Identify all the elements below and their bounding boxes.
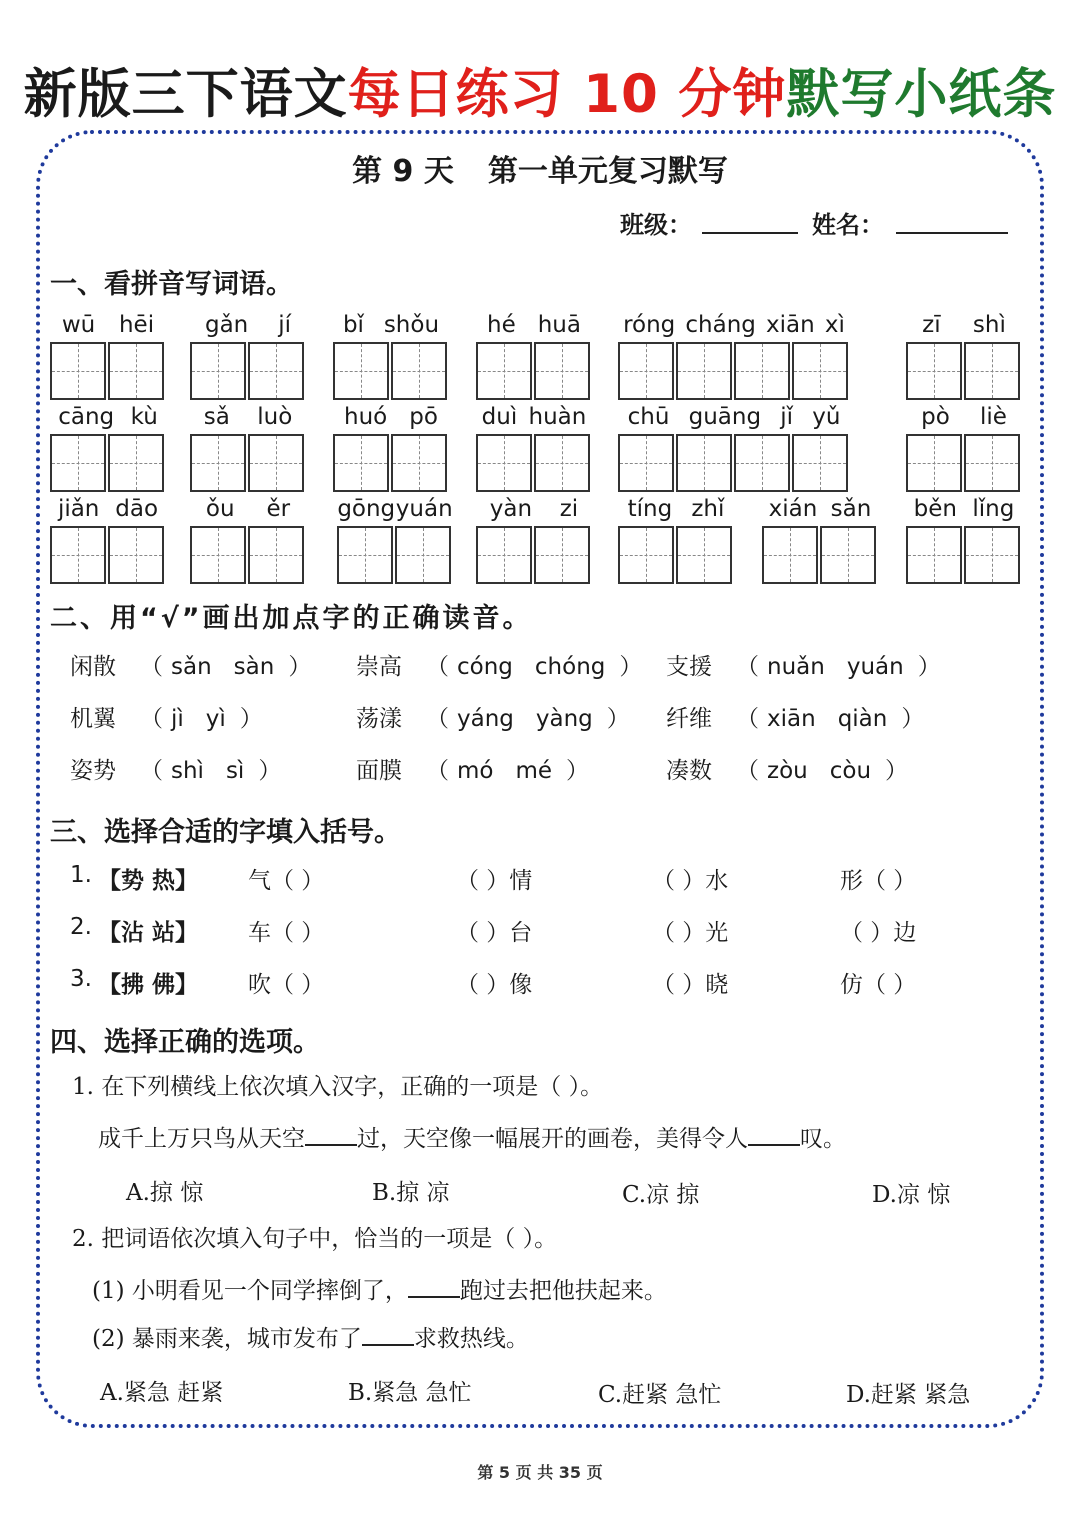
pinyin-label [906,404,1022,430]
writing-box-group [190,526,304,584]
pinyin-word-item [906,404,1022,494]
fill-blank-cell[interactable]: （ ）光 [652,920,729,946]
pinyin-syllable: huā [537,312,581,338]
pinyin-word-item [618,404,850,494]
reading-option[interactable]: zòu [767,758,808,784]
pinyin-label [50,312,166,338]
pinyin-syllable: lǐng [972,496,1015,522]
pinyin-syllable: tíng [627,496,673,522]
pinyin-label [333,404,449,430]
class-label: 班级： [620,211,692,239]
reading-item [356,752,589,785]
pinyin-syllable: huó [344,404,388,430]
reading-word: 凑数 [666,758,712,784]
reading-option[interactable]: chóng [534,654,606,680]
pinyin-word-item [476,312,592,402]
writing-box-group [190,342,304,400]
banner-title-part-2: 每日练习 10 分钟 [347,64,787,125]
reading-option[interactable]: yàng [535,706,593,732]
q1-blank-1[interactable] [305,1126,357,1146]
reading-item [70,752,281,785]
q2-choice-a[interactable]: A.紧急 赶紧 [100,1380,224,1406]
writing-box[interactable] [248,342,304,400]
fill-blank-cell[interactable]: 车（ ） [248,920,325,946]
pinyin-syllable: yuán [395,496,453,522]
pinyin-syllable: guāng [688,404,762,430]
pinyin-syllable: xì [824,312,845,338]
pinyin-word-item [50,404,166,494]
pinyin-label [190,496,306,522]
writing-box[interactable] [108,342,164,400]
pinyin-label [906,496,1022,522]
section-1-title: 一、看拼音写词语。 [50,269,293,300]
writing-box[interactable] [248,526,304,584]
fill-row-number: 3. [70,966,92,992]
pinyin-syllable: zī [922,312,941,338]
pinyin-syllable: gǎn [204,312,249,338]
reading-item [70,648,311,681]
name-blank[interactable] [896,232,1008,234]
writing-box[interactable] [676,526,732,584]
pinyin-syllable: yǔ [812,404,841,430]
reading-option[interactable]: nuǎn [767,654,825,680]
writing-box[interactable] [248,434,304,492]
pinyin-word-item [190,496,306,586]
reading-option[interactable]: còu [829,758,872,784]
writing-box-group [906,434,1020,492]
writing-box[interactable] [534,526,590,584]
fill-blank-cell[interactable]: （ ）台 [456,920,533,946]
pinyin-syllable: kù [130,404,158,430]
pinyin-syllable: zhǐ [691,496,725,522]
pinyin-syllable: chū [627,404,670,430]
writing-box[interactable] [476,342,532,400]
reading-option[interactable]: sǎn [171,654,212,680]
writing-box[interactable] [333,342,389,400]
reading-word: 崇高 [356,654,402,680]
writing-box[interactable] [391,342,447,400]
writing-box[interactable] [734,434,790,492]
pinyin-syllable: gōng [337,496,396,522]
fill-blank-cell[interactable]: （ ）晓 [652,972,729,998]
reading-item [356,700,630,733]
pinyin-word-item [190,312,306,402]
writing-box-group [906,342,1020,400]
pinyin-label [333,312,449,338]
writing-box-group [906,526,1020,584]
fill-blank-cell[interactable]: 气（ ） [248,868,325,894]
writing-box[interactable] [190,526,246,584]
fill-blank-cell[interactable]: 仿（ ） [840,972,917,998]
q2-blank-2[interactable] [362,1326,414,1346]
writing-box-group [618,342,848,400]
reading-option[interactable]: cóng [457,654,513,680]
question-2-stem: 2. 把词语依次填入句子中，恰当的一项是（ ）。 [72,1226,558,1252]
reading-word: 闲散 [70,654,116,680]
writing-box-group [476,526,590,584]
pinyin-syllable: pò [921,404,950,430]
reading-option[interactable]: yì [205,706,226,732]
pinyin-syllable: wū [61,312,96,338]
writing-box-group [476,434,590,492]
pinyin-syllable: běn [913,496,957,522]
reading-word: 机翼 [70,706,116,732]
pinyin-syllable: xiān [766,312,815,338]
writing-box[interactable] [108,434,164,492]
pinyin-syllable: cháng [685,312,756,338]
writing-box[interactable] [820,526,876,584]
writing-box[interactable] [618,526,674,584]
reading-option[interactable]: mé [515,758,553,784]
pinyin-word-item [762,496,878,586]
writing-box[interactable] [734,342,790,400]
name-label: 姓名： [812,211,884,239]
q2-s1-part-a: (1) 小明看见一个同学摔倒了， [92,1278,408,1304]
reading-options: （ mó mé ） [426,758,590,784]
day-title [0,146,1080,190]
reading-option[interactable]: qiàn [837,706,888,732]
writing-box[interactable] [391,434,447,492]
writing-box[interactable] [190,342,246,400]
q2-s1-part-b: 跑过去把他扶起来。 [459,1278,667,1304]
writing-box-group [618,434,848,492]
pinyin-label [476,496,592,522]
writing-box[interactable] [906,526,962,584]
section-3-title: 三、选择合适的字填入括号。 [50,817,401,848]
writing-box[interactable] [906,434,962,492]
reading-word: 纤维 [666,706,712,732]
q1-choice-d[interactable]: D.凉 惊 [872,1182,951,1208]
question-1-sentence [98,1120,846,1153]
writing-box[interactable] [333,434,389,492]
q2-s2-part-b: 求救热线。 [413,1326,529,1352]
writing-box[interactable] [50,526,106,584]
character-pair: 【沾 站】 [98,919,199,946]
q1-sentence-part-b: 过，天空像一幅展开的画卷，美得令人 [357,1126,748,1152]
pinyin-word-item [476,404,592,494]
writing-box[interactable] [50,342,106,400]
pinyin-syllable: bǐ [342,312,364,338]
pinyin-syllable: jiǎn [57,496,100,522]
pinyin-syllable: jǐ [780,404,794,430]
q2-s2-part-a: (2) 暴雨来袭，城市发布了 [92,1326,362,1352]
worksheet-banner-title [0,52,1080,128]
writing-box-group [50,342,164,400]
writing-box[interactable] [792,434,848,492]
fill-blank-cell[interactable]: 形（ ） [840,868,917,894]
reading-item [356,648,642,681]
writing-box[interactable] [534,342,590,400]
writing-box-group [337,526,451,584]
writing-box[interactable] [395,526,451,584]
reading-word: 荡漾 [356,706,402,732]
fill-row [70,966,1030,1000]
question-2-sentence-1 [92,1272,667,1305]
pinyin-word-item [190,404,306,494]
pinyin-label [618,404,850,430]
q1-sentence-part-c: 叹。 [800,1126,846,1152]
pinyin-word-item [337,496,453,586]
writing-box[interactable] [762,526,818,584]
pinyin-syllable: luò [257,404,293,430]
pinyin-syllable: xián [768,496,818,522]
fill-row [70,862,1030,896]
pinyin-syllable: liè [979,404,1007,430]
reading-item [70,700,263,733]
writing-box[interactable] [476,526,532,584]
banner-title-part-3: 默写小纸条 [786,64,1057,125]
fill-blank-cell[interactable]: （ ）边 [840,920,917,946]
writing-box[interactable] [190,434,246,492]
reading-option[interactable]: mó [457,758,494,784]
q1-choice-a[interactable]: A.掠 惊 [126,1180,204,1206]
q1-choice-c[interactable]: C.凉 掠 [622,1182,700,1208]
pinyin-syllable: sǎ [203,404,230,430]
pinyin-word-item [618,312,850,402]
writing-box[interactable] [676,342,732,400]
pinyin-label [50,404,166,430]
pinyin-label [190,312,306,338]
pinyin-word-item [333,312,449,402]
section-4-title: 四、选择正确的选项。 [50,1027,320,1058]
reading-options: （ xiān qiàn ） [736,706,925,732]
writing-box[interactable] [676,434,732,492]
character-pair: 【势 热】 [98,867,199,894]
pinyin-syllable: ěr [266,496,291,522]
reading-word: 面膜 [356,758,402,784]
writing-box[interactable] [906,342,962,400]
pinyin-word-item [906,312,1022,402]
page-number: 第 5 页 共 35 页 [477,1463,603,1482]
reading-options: （ cóng chóng ） [426,654,643,680]
pinyin-syllable: sǎn [830,496,872,522]
pinyin-syllable: cāng [58,404,115,430]
pinyin-word-item [50,312,166,402]
writing-box-group [50,526,164,584]
reading-option[interactable]: jì [171,706,184,732]
q1-choice-b[interactable]: B.掠 凉 [372,1180,450,1206]
reading-word: 姿势 [70,758,116,784]
writing-box-group [333,342,447,400]
reading-option[interactable]: yuán [846,654,904,680]
pinyin-syllable: shì [972,312,1006,338]
writing-box[interactable] [534,434,590,492]
unit-title: 第一单元复习默写 [487,154,728,189]
pinyin-syllable: hēi [118,312,155,338]
fill-blank-cell[interactable]: （ ）情 [456,868,533,894]
writing-box-group [762,526,876,584]
pinyin-label [476,312,592,338]
writing-box-group [476,342,590,400]
day-number: 第 9 天 [352,154,454,189]
fill-blank-cell[interactable]: 吹（ ） [248,972,325,998]
writing-box[interactable] [50,434,106,492]
writing-box-group [50,434,164,492]
writing-box[interactable] [792,342,848,400]
writing-box-group [333,434,447,492]
reading-options: （ shì sì ） [140,758,282,784]
reading-option[interactable]: shì [171,758,204,784]
writing-box[interactable] [618,434,674,492]
pinyin-label [190,404,306,430]
pinyin-syllable: hé [487,312,516,338]
reading-item [666,700,924,733]
pinyin-word-item [50,496,166,586]
fill-row-number: 2. [70,914,92,940]
pinyin-word-item [906,496,1022,586]
q2-blank-1[interactable] [408,1278,460,1298]
pinyin-label [618,496,734,522]
pinyin-label [50,496,166,522]
reading-option[interactable]: sì [225,758,245,784]
character-pair: 【拂 佛】 [98,971,199,998]
class-blank[interactable] [702,232,798,234]
pinyin-label [618,312,850,338]
banner-title-part-1: 新版三下语文 [23,64,348,125]
pinyin-syllable: dāo [115,496,159,522]
writing-box[interactable] [618,342,674,400]
fill-row-number: 1. [70,862,92,888]
reading-options: （ sǎn sàn ） [140,654,312,680]
writing-box[interactable] [337,526,393,584]
q2-choice-d[interactable]: D.赶紧 紧急 [846,1382,971,1408]
reading-word: 支援 [666,654,712,680]
pinyin-word-item [476,496,592,586]
q2-choice-c[interactable]: C.赶紧 急忙 [598,1382,722,1408]
pinyin-syllable: yàn [489,496,533,522]
reading-item [666,752,908,785]
pinyin-word-item [333,404,449,494]
pinyin-word-item [618,496,734,586]
pinyin-syllable: ǒu [205,496,235,522]
reading-options: （ yáng yàng ） [426,706,630,732]
reading-options: （ zòu còu ） [736,758,909,784]
writing-box[interactable] [964,342,1020,400]
reading-options: （ jì yì ） [140,706,263,732]
reading-option[interactable]: yáng [457,706,514,732]
writing-box[interactable] [964,526,1020,584]
pinyin-syllable: zi [559,496,579,522]
q1-sentence-part-a: 成千上万只鸟从天空 [98,1126,305,1152]
reading-options: （ nuǎn yuán ） [736,654,941,680]
reading-item [666,648,941,681]
q1-blank-2[interactable] [748,1126,800,1146]
question-2-sentence-2 [92,1320,529,1353]
fill-row [70,914,1030,948]
fill-blank-cell[interactable]: （ ）像 [456,972,533,998]
pinyin-syllable: shǒu [383,312,440,338]
pinyin-syllable: róng [623,312,676,338]
reading-option[interactable]: xiān [767,706,816,732]
section-2-title: 二、用“√”画出加点字的正确读音。 [50,603,533,634]
writing-box-group [618,526,732,584]
pinyin-syllable: huàn [528,404,587,430]
pinyin-syllable: pō [409,404,438,430]
writing-box[interactable] [964,434,1020,492]
question-1-stem: 1. 在下列横线上依次填入汉字，正确的一项是（ ）。 [72,1074,604,1100]
reading-option[interactable]: sàn [233,654,275,680]
pinyin-label [337,496,453,522]
writing-box[interactable] [108,526,164,584]
pinyin-syllable: jí [278,312,292,338]
q2-choice-b[interactable]: B.紧急 急忙 [348,1380,472,1406]
pinyin-label [476,404,592,430]
pinyin-label [762,496,878,522]
fill-blank-cell[interactable]: （ ）水 [652,868,729,894]
pinyin-syllable: duì [481,404,518,430]
writing-box-group [190,434,304,492]
pinyin-label [906,312,1022,338]
writing-box[interactable] [476,434,532,492]
